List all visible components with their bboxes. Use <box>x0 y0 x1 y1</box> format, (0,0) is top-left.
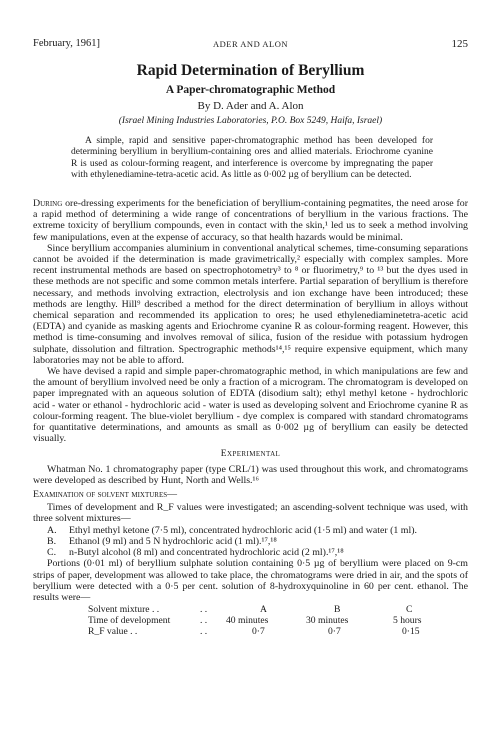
cell-a: A <box>260 604 267 616</box>
authors: By D. Ader and A. Alon <box>197 100 304 112</box>
paragraph-times: Times of development and R_F values were investigated; an ascending-solvent technique was used, with three solvent mixtures— <box>33 502 468 525</box>
section-heading-experimental: Experimental <box>220 449 281 460</box>
list-item-text: Ethyl methyl ketone (7·5 ml), concentrated hydrochloric acid (1·5 ml) and water (1 ml). <box>69 524 417 536</box>
cell-a: 40 minutes <box>226 614 269 626</box>
paragraph-background: Since beryllium accompanies aluminium in conventional analytical schemes, time-consuming separations cannot be avoided if the determination is made gravimetrically,² especially with complex samples. More recent instrumental methods are based on spectrophotometry³ to ⁸ or fluorimetry,⁹ to ¹³ but the dyes used in these methods are not specific and some common metals interfere. Partial separation of beryllium is therefore necessary, and methods involving extraction, electrolysis and ion exchange have been introduced; these methods are lengthy. Hill⁹ described a method for the direct determination of beryllium in alloys without chemical separation and recommended its application to ores; he used ethylenediaminetetra-acetic acid (EDTA) and cyanide as masking agents and Eriochrome cyanine R as colour-forming reagent. However, this method is time-consuming and involves removal of silica, fusion of the residue with potassium hydrogen sulphate, dissolution and filtration. Spectrographic methods¹⁴,¹⁵ require expensive equipment, which many laboratories may not be able to afford. <box>33 242 468 366</box>
table-row <box>88 626 468 637</box>
affiliation: (Israel Mining Industries Laboratories, P.O. Box 5249, Haifa, Israel) <box>118 116 383 126</box>
paragraph-procedure: Portions (0·01 ml) of beryllium sulphate solution containing 0·5 µg of beryllium were placed on 9-cm strips of paper, development was allowed to take place, the chromatograms were dried in air, and the spots of beryllium were detected with a 0·5 per cent. solution of 8-hydroxyquinoline in 60 per cent. ethanol. The results were— <box>33 558 468 603</box>
table-row <box>88 604 468 615</box>
paragraph-paper: Whatman No. 1 chromatography paper (type CRL/1) was used throughout this work, and chromatograms were developed as described by Hunt, North and Wells.¹⁶ <box>33 463 468 486</box>
paragraph-intro-text: ore-dressing experiments for the beneficiation of beryllium-containing pegmatites, the need arose for a rapid method of determining a wide range of concentrations of beryllium in the various fractions. The extreme toxicity of beryllium compounds, even in contact with the skin,¹ led us to seek a method involving few manipulations, even at the expense of accuracy, so that health hazards would be minimal. <box>33 198 468 243</box>
list-item-key: A. <box>47 524 57 536</box>
abstract-text: A simple, rapid and sensitive paper-chromatographic method has been developed for determining beryllium in beryllium-containing ores and allied materials. Eriochrome cyanine R is used as colour-forming reagent, and interference is overcome by impregnating the paper with ethylenediamine-tetra-acetic acid. As little as 0·002 µg of beryllium can be detected. <box>71 136 433 181</box>
paragraph-intro <box>33 198 468 243</box>
header-date: February, 1961] <box>33 38 100 49</box>
list-item-key: B. <box>47 535 57 547</box>
cell-c: 0·15 <box>402 625 420 637</box>
table-row <box>88 615 468 626</box>
cell-c: 5 hours <box>393 614 422 626</box>
header-authors: ADER AND ALON <box>213 39 288 49</box>
row-label: Solvent mixture . . <box>88 604 160 616</box>
cell-a: 0·7 <box>252 625 265 637</box>
subheading-solvent-mixtures: Examination of solvent mixtures— <box>33 489 178 501</box>
list-item <box>47 525 468 536</box>
list-item-text: Ethanol (9 ml) and 5 N hydrochloric acid (1 ml).¹⁷,¹⁸ <box>69 535 277 547</box>
cell-b: B <box>334 604 341 616</box>
dropcap-word: During <box>33 198 63 209</box>
list-item-text: n-Butyl alcohol (8 ml) and concentrated hydrochloric acid (2 ml).¹⁷,¹⁸ <box>69 547 344 559</box>
cell-b: 30 minutes <box>306 614 349 626</box>
page-number: 125 <box>451 38 468 50</box>
cell-b: 0·7 <box>328 625 341 637</box>
article-subtitle: A Paper-chromatographic Method <box>165 84 336 96</box>
article-title: Rapid Determination of Beryllium <box>136 62 365 79</box>
list-item <box>47 536 468 547</box>
cell-c: C <box>406 604 413 616</box>
list-item <box>47 547 468 558</box>
abstract <box>71 136 433 182</box>
row-dots: . . <box>200 604 208 616</box>
article-body <box>33 198 468 637</box>
solvent-list <box>33 525 468 559</box>
list-item-key: C. <box>47 547 57 559</box>
row-dots: . . <box>200 625 208 637</box>
paragraph-method-summary: We have devised a rapid and simple paper-chromatographic method, in which manipulations are few and the amount of beryllium involved need be only a fraction of a microgram. The chromatogram is developed on paper impregnated with an aqueous solution of EDTA (disodium salt); ethyl methyl ketone - hydrochloric acid - water or ethanol - hydrochloric acid - water is used as developing solvent and Eriochrome cyanine R as colour-forming reagent. The blue-violet beryllium - dye complex is compared with standard chromatograms for quantitative determinations, and amounts as small as 0·002 µg of beryllium can easily be detected visually. <box>33 366 468 445</box>
row-label: R_F value . . <box>88 625 138 637</box>
results-table <box>88 604 468 636</box>
row-dots: . . <box>200 614 208 626</box>
row-label: Time of development <box>88 614 171 626</box>
